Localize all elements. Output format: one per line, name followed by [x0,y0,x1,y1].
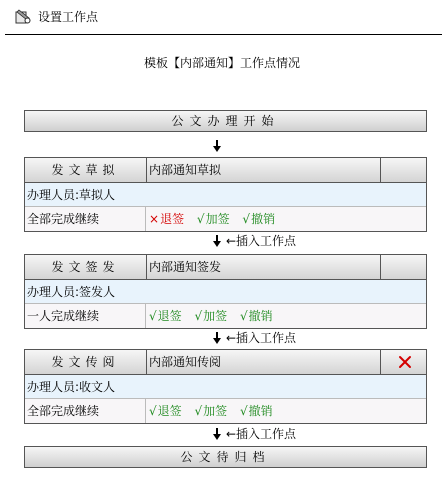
revoke-action[interactable]: √撤销 [240,404,273,418]
check-icon: √ [196,212,205,226]
workflow-end-bar: 公文待归档 [24,446,427,468]
return-sign-action[interactable]: ×退签 [149,212,184,226]
step-options-row [25,399,426,423]
step-header-row [25,350,426,375]
step-completion-mode: 全部完成继续 [25,399,146,423]
check-icon: √ [149,404,157,418]
step-title[interactable]: 内部通知传阅 [147,350,381,374]
add-sign-action[interactable]: √加签 [195,309,228,323]
return-sign-action[interactable]: √退签 [149,309,182,323]
window-title-bar [0,0,444,34]
workflow-start-bar: 公文办理开始 [24,110,427,132]
step-completion-mode: 全部完成继续 [25,207,146,231]
add-sign-action[interactable]: √加签 [197,212,230,226]
title-divider [5,34,442,35]
step-actions [149,207,284,231]
insert-step-link[interactable]: ←插入工作点 [226,331,297,345]
check-icon: √ [240,309,248,323]
page-heading: 模板【内部通知】工作点情况 [143,56,300,70]
step-header-row [25,158,426,183]
workflow-step [24,349,427,424]
down-arrow-icon [212,332,222,344]
step-title[interactable]: 内部通知签发 [147,255,381,279]
check-icon: √ [149,309,157,323]
check-icon: √ [194,404,203,418]
down-arrow-icon [212,140,222,152]
step-name: 发文传阅 [25,350,147,374]
step-handler-row [25,375,426,399]
step-name: 发文草拟 [25,158,147,182]
down-arrow-icon [212,235,222,247]
step-handler: 办理人员:草拟人 [27,188,116,202]
step-handler: 办理人员:收文人 [27,380,116,394]
step-delete-cell [382,158,426,182]
revoke-action[interactable]: √撤销 [240,309,273,323]
down-arrow-icon [212,428,222,440]
workflow-step [24,254,427,329]
step-actions [149,304,282,328]
cross-icon: × [149,212,160,226]
step-options-row [25,304,426,328]
step-handler: 办理人员:签发人 [27,285,116,299]
step-delete-cell [382,350,426,374]
check-icon: √ [242,212,251,226]
step-completion-mode: 一人完成继续 [25,304,146,328]
settings-icon [15,9,31,25]
step-title[interactable]: 内部通知草拟 [147,158,381,182]
step-header-row [25,255,426,280]
delete-step-icon[interactable] [398,355,412,369]
check-icon: √ [194,309,203,323]
window-title: 设置工作点 [38,10,99,24]
step-handler-row [25,280,426,304]
step-options-row [25,207,426,231]
revoke-action[interactable]: √撤销 [242,212,275,226]
workflow-step [24,157,427,232]
return-sign-action[interactable]: √退签 [149,404,182,418]
add-sign-action[interactable]: √加签 [195,404,228,418]
insert-step-link[interactable]: ←插入工作点 [226,234,297,248]
check-icon: √ [240,404,248,418]
step-delete-cell [382,255,426,279]
step-actions [149,399,282,423]
insert-step-link[interactable]: ←插入工作点 [226,427,297,441]
step-handler-row [25,183,426,207]
step-name: 发文签发 [25,255,147,279]
